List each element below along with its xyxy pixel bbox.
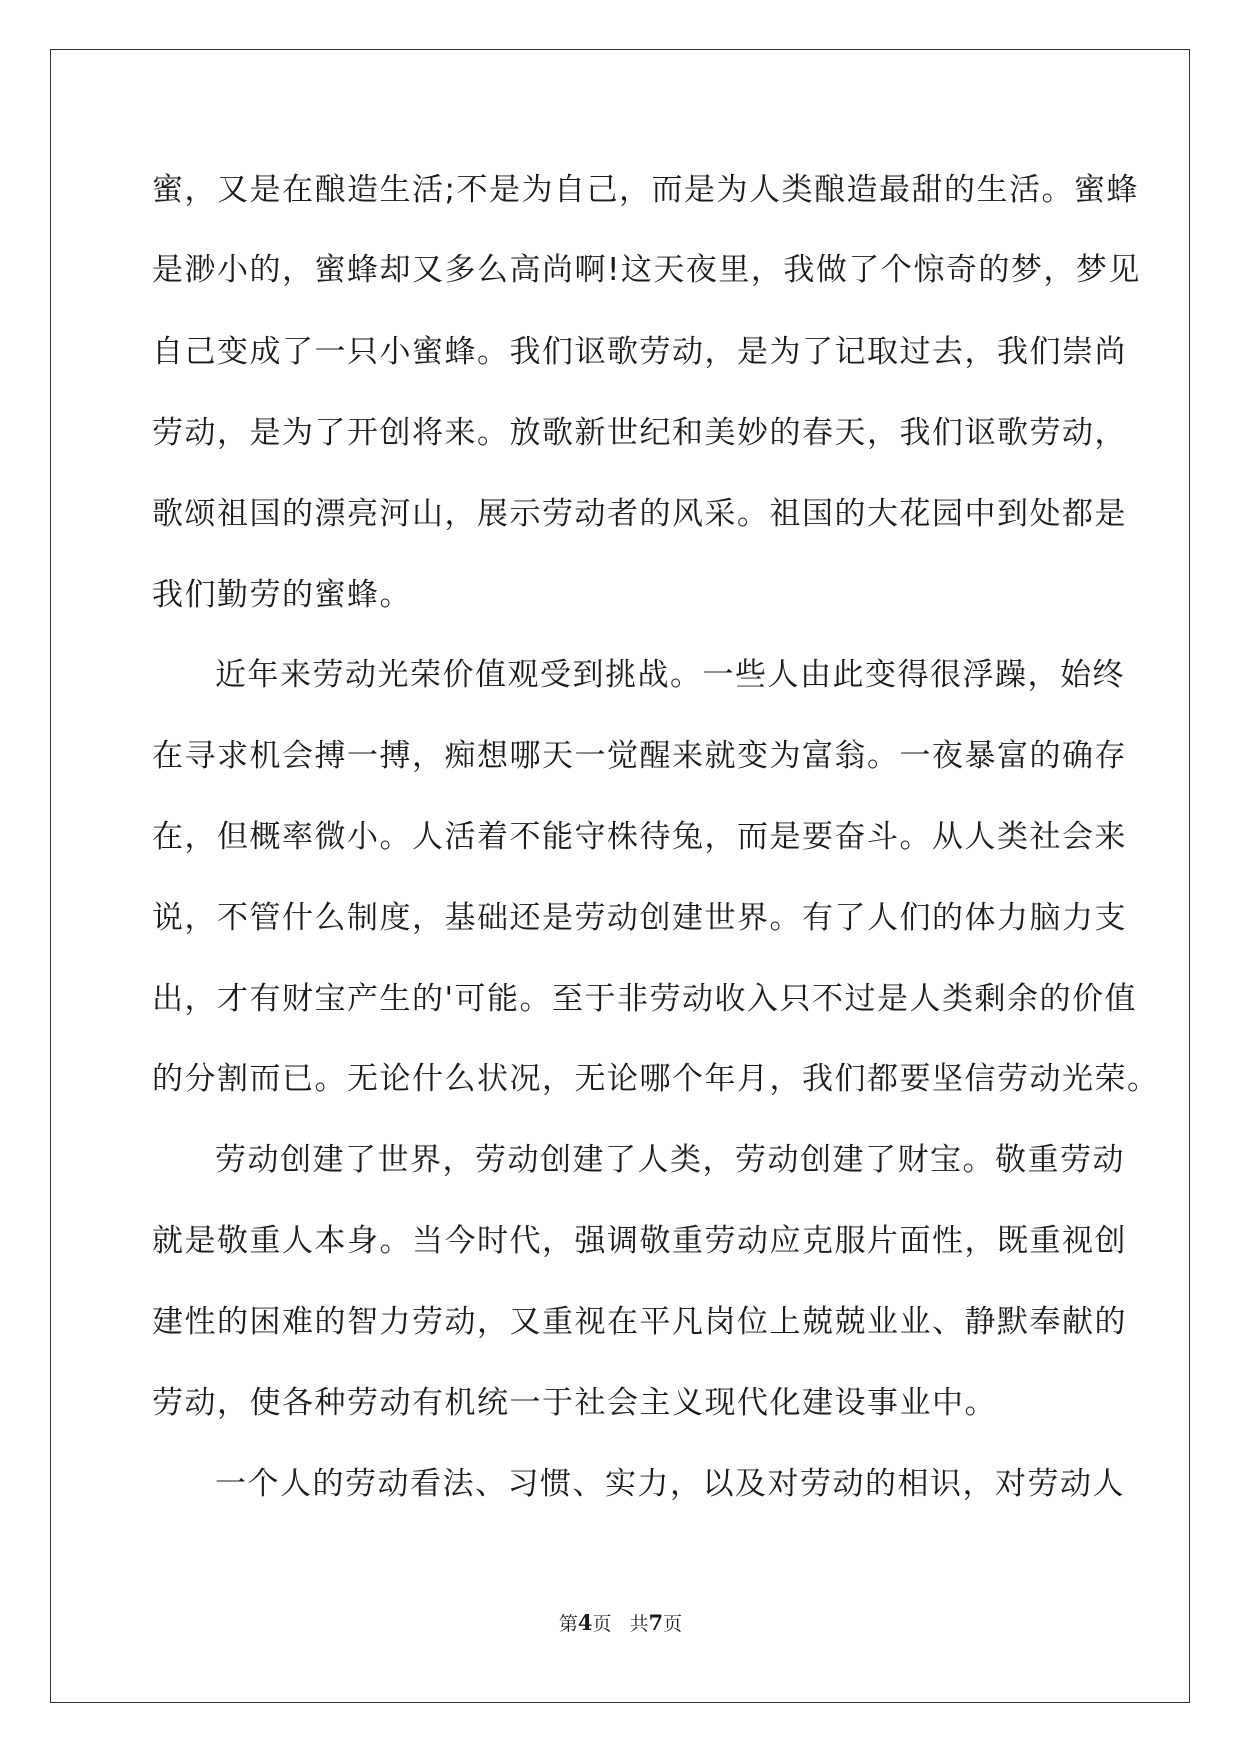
paragraph-3-line-3: 建性的困难的智力劳动，又重视在平凡岗位上兢兢业业、静默奉献的: [152, 1304, 1127, 1340]
page-border: [50, 49, 1190, 1703]
paragraph-1-line-2: 是渺小的，蜜蜂却又多么高尚啊!这天夜里，我做了个惊奇的梦，梦见: [152, 252, 1141, 288]
page-footer: [0, 1611, 1241, 1636]
paragraph-2-line-1: 近年来劳动光荣价值观受到挑战。一些人由此变得很浮躁，始终: [215, 657, 1125, 693]
paragraph-3-line-4: 劳动，使各种劳动有机统一于社会主义现代化建设事业中。: [152, 1385, 997, 1421]
paragraph-1-line-6: 我们勤劳的蜜蜂。: [152, 577, 412, 613]
paragraph-3-line-1: 劳动创建了世界，劳动创建了人类，劳动创建了财宝。敬重劳动: [215, 1142, 1125, 1178]
paragraph-2-line-6: 的分割而已。无论什么状况，无论哪个年月，我们都要坚信劳动光荣。: [152, 1061, 1160, 1097]
paragraph-1-line-5: 歌颂祖国的漂亮河山，展示劳动者的风采。祖国的大花园中到处都是: [152, 496, 1127, 532]
paragraph-1-line-3: 自己变成了一只小蜜蜂。我们讴歌劳动，是为了记取过去，我们崇尚: [152, 334, 1127, 370]
paragraph-1-line-1: 蜜，又是在酿造生活;不是为自己，而是为人类酿造最甜的生活。蜜蜂: [152, 172, 1139, 208]
total-prefix: 共: [629, 1613, 649, 1635]
paragraph-2-line-5: 出，才有财宝产生的'可能。至于非劳动收入只不过是人类剩余的价值: [152, 981, 1138, 1017]
paragraph-2-line-4: 说，不管什么制度，基础还是劳动创建世界。有了人们的体力脑力支: [152, 900, 1127, 936]
paragraph-2-line-3: 在，但概率微小。人活着不能守株待兔，而是要奋斗。从人类社会来: [152, 819, 1127, 855]
page-prefix: 第: [558, 1613, 578, 1635]
paragraph-2-line-2: 在寻求机会搏一搏，痴想哪天一觉醒来就变为富翁。一夜暴富的确存: [152, 738, 1127, 774]
page-total: 7: [648, 1610, 664, 1635]
total-suffix: 页: [663, 1613, 683, 1635]
paragraph-4-line-1: 一个人的劳动看法、习惯、实力，以及对劳动的相识，对劳动人: [215, 1466, 1125, 1502]
paragraph-1-line-4: 劳动，是为了开创将来。放歌新世纪和美妙的春天，我们讴歌劳动，: [152, 415, 1127, 451]
page-suffix: 页: [592, 1613, 612, 1635]
page-current: 4: [577, 1610, 593, 1635]
paragraph-3-line-2: 就是敬重人本身。当今时代，强调敬重劳动应克服片面性，既重视创: [152, 1223, 1127, 1259]
